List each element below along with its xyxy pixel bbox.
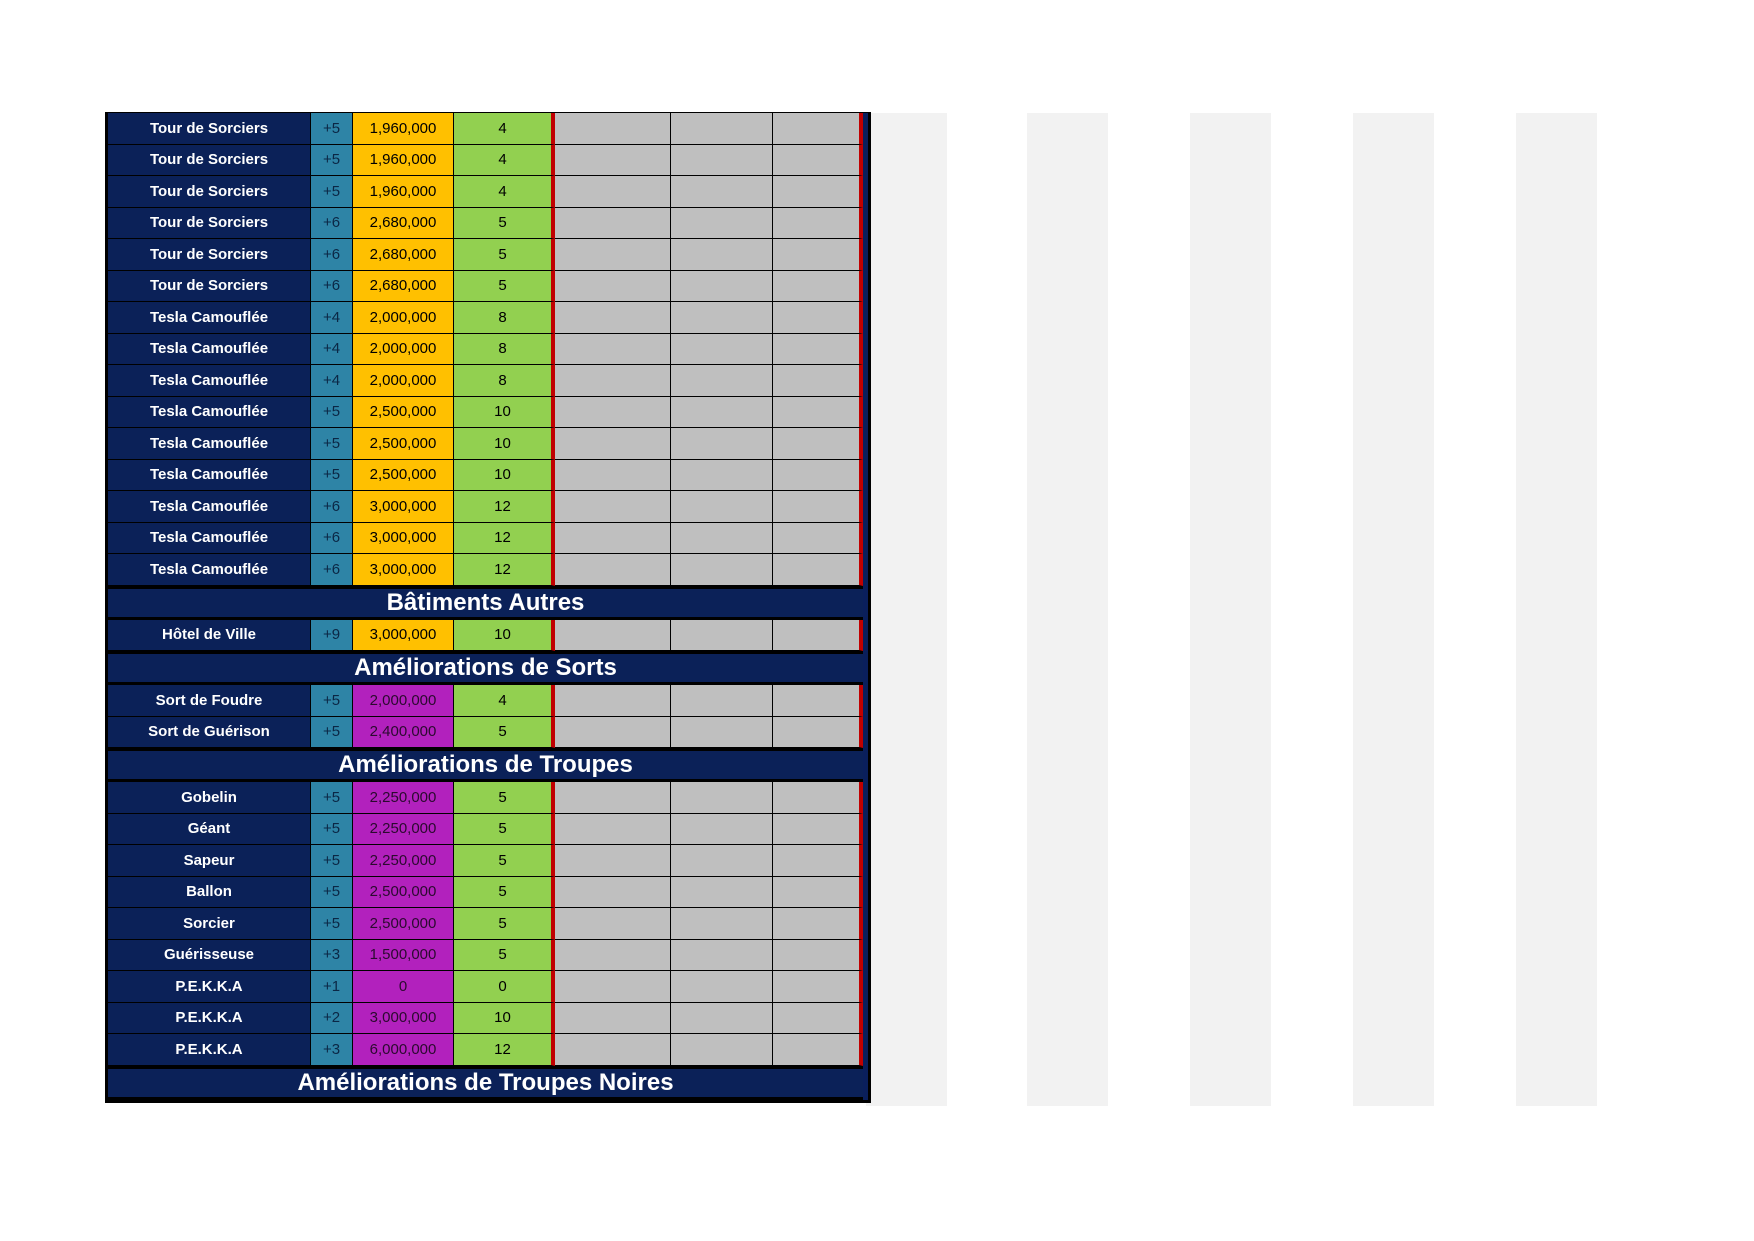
level-cell: +6 xyxy=(311,208,353,240)
empty-cell[interactable] xyxy=(671,302,773,334)
level-cell: +4 xyxy=(311,302,353,334)
empty-cell[interactable] xyxy=(555,176,671,208)
cost-cell: 3,000,000 xyxy=(353,1003,454,1035)
empty-cell[interactable] xyxy=(671,428,773,460)
empty-cell[interactable] xyxy=(671,113,773,145)
time-cell: 4 xyxy=(454,113,555,145)
empty-cell[interactable] xyxy=(773,940,863,972)
cost-cell: 2,500,000 xyxy=(353,428,454,460)
level-cell: +5 xyxy=(311,908,353,940)
empty-cell[interactable] xyxy=(555,940,671,972)
empty-cell[interactable] xyxy=(555,814,671,846)
cost-cell: 2,000,000 xyxy=(353,685,454,717)
empty-cell[interactable] xyxy=(773,365,863,397)
cost-cell: 3,000,000 xyxy=(353,491,454,523)
level-cell: +6 xyxy=(311,523,353,555)
empty-cell[interactable] xyxy=(555,397,671,429)
empty-cell[interactable] xyxy=(671,460,773,492)
time-cell: 5 xyxy=(454,814,555,846)
upgrade-table xyxy=(105,112,871,1103)
empty-cell[interactable] xyxy=(555,460,671,492)
empty-cell[interactable] xyxy=(555,145,671,177)
item-name: Tesla Camouflée xyxy=(108,554,311,586)
item-name: Tesla Camouflée xyxy=(108,523,311,555)
column-stripe xyxy=(866,113,947,1106)
empty-cell[interactable] xyxy=(773,877,863,909)
level-cell: +5 xyxy=(311,460,353,492)
cost-cell: 2,680,000 xyxy=(353,208,454,240)
column-stripe xyxy=(1516,113,1597,1106)
empty-cell[interactable] xyxy=(773,908,863,940)
empty-cell[interactable] xyxy=(671,554,773,586)
time-cell: 10 xyxy=(454,460,555,492)
cost-cell: 1,960,000 xyxy=(353,145,454,177)
empty-cell[interactable] xyxy=(555,845,671,877)
empty-cell[interactable] xyxy=(773,176,863,208)
empty-cell[interactable] xyxy=(773,717,863,749)
time-cell: 5 xyxy=(454,239,555,271)
level-cell: +6 xyxy=(311,239,353,271)
empty-cell[interactable] xyxy=(773,782,863,814)
empty-cell[interactable] xyxy=(555,717,671,749)
time-cell: 5 xyxy=(454,717,555,749)
empty-cell[interactable] xyxy=(555,685,671,717)
cost-cell: 2,250,000 xyxy=(353,782,454,814)
empty-cell[interactable] xyxy=(555,1034,671,1066)
cost-cell: 1,960,000 xyxy=(353,113,454,145)
time-cell: 5 xyxy=(454,845,555,877)
item-name: Tour de Sorciers xyxy=(108,145,311,177)
empty-cell[interactable] xyxy=(773,302,863,334)
cost-cell: 0 xyxy=(353,971,454,1003)
empty-cell[interactable] xyxy=(773,1034,863,1066)
item-name: Tour de Sorciers xyxy=(108,271,311,303)
level-cell: +5 xyxy=(311,782,353,814)
section-header: Améliorations de Troupes xyxy=(108,748,863,782)
item-name: Sort de Foudre xyxy=(108,685,311,717)
level-cell: +5 xyxy=(311,428,353,460)
level-cell: +1 xyxy=(311,971,353,1003)
cost-cell: 3,000,000 xyxy=(353,554,454,586)
empty-cell[interactable] xyxy=(555,302,671,334)
cost-cell: 2,000,000 xyxy=(353,302,454,334)
cost-cell: 2,250,000 xyxy=(353,814,454,846)
time-cell: 5 xyxy=(454,877,555,909)
time-cell: 4 xyxy=(454,145,555,177)
section-header: Améliorations de Sorts xyxy=(108,651,863,685)
item-name: Géant xyxy=(108,814,311,846)
cost-cell: 2,680,000 xyxy=(353,239,454,271)
empty-cell[interactable] xyxy=(555,1003,671,1035)
item-name: P.E.K.K.A xyxy=(108,971,311,1003)
empty-cell[interactable] xyxy=(671,365,773,397)
empty-cell[interactable] xyxy=(773,113,863,145)
item-name: Tesla Camouflée xyxy=(108,460,311,492)
level-cell: +5 xyxy=(311,145,353,177)
level-cell: +5 xyxy=(311,176,353,208)
item-name: Tesla Camouflée xyxy=(108,365,311,397)
empty-cell[interactable] xyxy=(671,717,773,749)
item-name: Guérisseuse xyxy=(108,940,311,972)
cost-cell: 1,960,000 xyxy=(353,176,454,208)
item-name: Gobelin xyxy=(108,782,311,814)
time-cell: 8 xyxy=(454,365,555,397)
cost-cell: 3,000,000 xyxy=(353,620,454,652)
item-name: Tour de Sorciers xyxy=(108,176,311,208)
item-name: Ballon xyxy=(108,877,311,909)
time-cell: 10 xyxy=(454,397,555,429)
empty-cell[interactable] xyxy=(555,620,671,652)
item-name: Tesla Camouflée xyxy=(108,397,311,429)
empty-cell[interactable] xyxy=(555,782,671,814)
empty-cell[interactable] xyxy=(773,271,863,303)
level-cell: +4 xyxy=(311,365,353,397)
item-name: Tesla Camouflée xyxy=(108,491,311,523)
empty-cell[interactable] xyxy=(555,208,671,240)
item-name: P.E.K.K.A xyxy=(108,1003,311,1035)
time-cell: 5 xyxy=(454,208,555,240)
time-cell: 10 xyxy=(454,1003,555,1035)
empty-cell[interactable] xyxy=(773,523,863,555)
empty-cell[interactable] xyxy=(555,113,671,145)
empty-cell[interactable] xyxy=(773,491,863,523)
empty-cell[interactable] xyxy=(671,523,773,555)
empty-cell[interactable] xyxy=(773,208,863,240)
empty-cell[interactable] xyxy=(773,685,863,717)
empty-cell[interactable] xyxy=(555,271,671,303)
item-name: Tour de Sorciers xyxy=(108,113,311,145)
cost-cell: 6,000,000 xyxy=(353,1034,454,1066)
empty-cell[interactable] xyxy=(671,271,773,303)
level-cell: +5 xyxy=(311,113,353,145)
empty-cell[interactable] xyxy=(671,814,773,846)
item-name: Tour de Sorciers xyxy=(108,208,311,240)
section-header: Bâtiments Autres xyxy=(108,586,863,620)
empty-cell[interactable] xyxy=(555,554,671,586)
column-stripe xyxy=(1027,113,1108,1106)
empty-cell[interactable] xyxy=(671,1003,773,1035)
empty-cell[interactable] xyxy=(773,971,863,1003)
empty-cell[interactable] xyxy=(671,239,773,271)
empty-cell[interactable] xyxy=(671,620,773,652)
item-name: P.E.K.K.A xyxy=(108,1034,311,1066)
time-cell: 5 xyxy=(454,940,555,972)
empty-cell[interactable] xyxy=(555,491,671,523)
empty-cell[interactable] xyxy=(671,782,773,814)
empty-cell[interactable] xyxy=(773,814,863,846)
time-cell: 4 xyxy=(454,685,555,717)
empty-cell[interactable] xyxy=(773,620,863,652)
empty-cell[interactable] xyxy=(555,428,671,460)
empty-cell[interactable] xyxy=(555,971,671,1003)
empty-cell[interactable] xyxy=(671,940,773,972)
time-cell: 5 xyxy=(454,271,555,303)
item-name: Hôtel de Ville xyxy=(108,620,311,652)
level-cell: +9 xyxy=(311,620,353,652)
time-cell: 10 xyxy=(454,428,555,460)
empty-cell[interactable] xyxy=(555,334,671,366)
cost-cell: 2,000,000 xyxy=(353,334,454,366)
cost-cell: 2,500,000 xyxy=(353,908,454,940)
empty-cell[interactable] xyxy=(671,845,773,877)
item-name: Tesla Camouflée xyxy=(108,302,311,334)
cost-cell: 2,500,000 xyxy=(353,460,454,492)
time-cell: 12 xyxy=(454,554,555,586)
section-header: Améliorations de Troupes Noires xyxy=(108,1066,863,1100)
item-name: Tour de Sorciers xyxy=(108,239,311,271)
time-cell: 10 xyxy=(454,620,555,652)
empty-cell[interactable] xyxy=(671,176,773,208)
empty-cell[interactable] xyxy=(773,334,863,366)
time-cell: 12 xyxy=(454,523,555,555)
cost-cell: 2,400,000 xyxy=(353,717,454,749)
empty-cell[interactable] xyxy=(773,239,863,271)
time-cell: 0 xyxy=(454,971,555,1003)
empty-cell[interactable] xyxy=(671,971,773,1003)
cost-cell: 2,000,000 xyxy=(353,365,454,397)
time-cell: 4 xyxy=(454,176,555,208)
empty-cell[interactable] xyxy=(671,877,773,909)
level-cell: +3 xyxy=(311,1034,353,1066)
column-stripe xyxy=(1190,113,1271,1106)
empty-cell[interactable] xyxy=(773,845,863,877)
level-cell: +5 xyxy=(311,717,353,749)
cost-cell: 2,500,000 xyxy=(353,877,454,909)
level-cell: +5 xyxy=(311,845,353,877)
item-name: Sort de Guérison xyxy=(108,717,311,749)
time-cell: 8 xyxy=(454,302,555,334)
cost-cell: 1,500,000 xyxy=(353,940,454,972)
empty-cell[interactable] xyxy=(773,397,863,429)
item-name: Tesla Camouflée xyxy=(108,428,311,460)
time-cell: 12 xyxy=(454,1034,555,1066)
empty-cell[interactable] xyxy=(773,428,863,460)
level-cell: +5 xyxy=(311,877,353,909)
item-name: Sapeur xyxy=(108,845,311,877)
cost-cell: 2,250,000 xyxy=(353,845,454,877)
level-cell: +2 xyxy=(311,1003,353,1035)
level-cell: +4 xyxy=(311,334,353,366)
empty-cell[interactable] xyxy=(773,554,863,586)
empty-cell[interactable] xyxy=(671,908,773,940)
empty-cell[interactable] xyxy=(555,239,671,271)
level-cell: +3 xyxy=(311,940,353,972)
item-name: Tesla Camouflée xyxy=(108,334,311,366)
empty-cell[interactable] xyxy=(671,685,773,717)
empty-cell[interactable] xyxy=(671,397,773,429)
level-cell: +5 xyxy=(311,685,353,717)
empty-cell[interactable] xyxy=(671,491,773,523)
level-cell: +5 xyxy=(311,397,353,429)
empty-cell[interactable] xyxy=(671,334,773,366)
empty-cell[interactable] xyxy=(555,523,671,555)
cost-cell: 2,500,000 xyxy=(353,397,454,429)
empty-cell[interactable] xyxy=(773,1003,863,1035)
empty-cell[interactable] xyxy=(773,145,863,177)
level-cell: +5 xyxy=(311,814,353,846)
level-cell: +6 xyxy=(311,491,353,523)
cost-cell: 2,680,000 xyxy=(353,271,454,303)
empty-cell[interactable] xyxy=(671,145,773,177)
level-cell: +6 xyxy=(311,271,353,303)
item-name: Sorcier xyxy=(108,908,311,940)
empty-cell[interactable] xyxy=(671,208,773,240)
empty-cell[interactable] xyxy=(555,877,671,909)
level-cell: +6 xyxy=(311,554,353,586)
time-cell: 8 xyxy=(454,334,555,366)
time-cell: 12 xyxy=(454,491,555,523)
empty-cell[interactable] xyxy=(555,365,671,397)
column-stripe xyxy=(1353,113,1434,1106)
empty-cell[interactable] xyxy=(671,1034,773,1066)
time-cell: 5 xyxy=(454,782,555,814)
time-cell: 5 xyxy=(454,908,555,940)
empty-cell[interactable] xyxy=(773,460,863,492)
cost-cell: 3,000,000 xyxy=(353,523,454,555)
empty-cell[interactable] xyxy=(555,908,671,940)
